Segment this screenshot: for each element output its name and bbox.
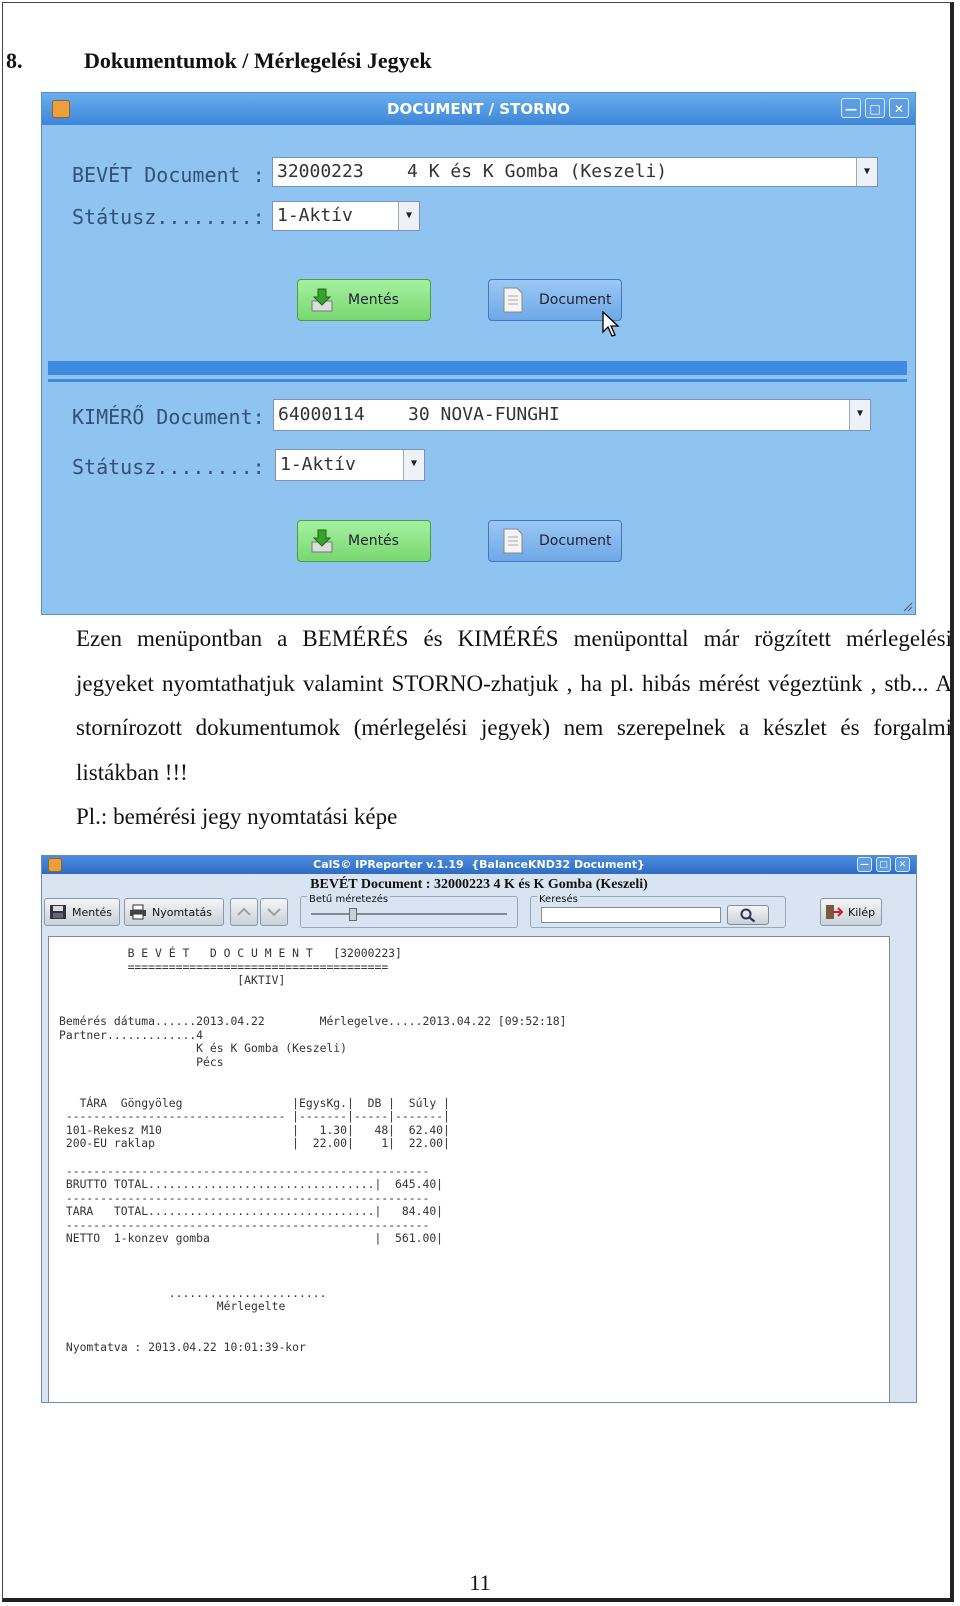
exit-door-icon [825,904,843,920]
save-download-icon [310,528,334,554]
bevet-status-value: 1-Aktív [277,205,353,226]
section-separator-line [48,379,907,382]
font-size-group [300,896,518,928]
close-button[interactable]: ✕ [889,98,909,118]
chevron-down-icon[interactable]: ▼ [849,400,870,430]
print-button[interactable] [124,898,224,926]
reporter-save-button[interactable] [44,898,120,926]
storno-titlebar [42,93,915,125]
chevron-down-icon[interactable]: ▼ [398,202,419,230]
bevet-document-select[interactable] [272,157,878,187]
save-download-icon [310,287,334,313]
bevet-save-button[interactable] [297,279,431,321]
maximize-button[interactable]: □ [876,857,891,872]
close-button[interactable]: ✕ [895,857,910,872]
print-label: Nyomtatás [152,905,213,919]
chevron-down-icon [266,904,282,920]
kimero-document-button-label: Document [539,533,612,549]
chevron-down-icon[interactable]: ▼ [856,158,877,186]
search-icon [740,908,756,923]
reporter-save-label: Mentés [72,905,113,919]
section-separator [48,361,907,375]
storno-window [41,92,916,615]
bevet-document-value: 32000223 4 K és K Gomba (Keszeli) [277,161,668,182]
font-size-caption: Betű méretezés [309,894,389,905]
chevron-up-icon [236,904,252,920]
app-icon [48,858,62,872]
app-icon [52,100,70,118]
reporter-titlebar [42,856,916,874]
reporter-window-title: CalS© IPReporter v.1.19 {BalanceKND32 Document} [313,858,645,871]
expand-down-button[interactable] [260,898,288,926]
search-button[interactable] [727,905,769,925]
kimero-status-select[interactable] [275,449,425,481]
bevet-document-button-label: Document [539,292,612,308]
example-caption: Pl.: bemérési jegy nyomtatási képe [76,804,398,829]
floppy-disk-icon [49,904,67,920]
kimero-document-label: KIMÉRŐ Document: [72,405,265,429]
section-heading [6,48,432,74]
description-paragraph [76,617,952,840]
report-text: B E V É T D O C U M E N T [32000223] ====================================== [AKTIV] Bemérés dátuma......2013.04.22 Mérlegelve.....2013.04.22 [09:52:18] Partner.............4 K és K Gomba (Keszeli) Pécs TÁRA Göngyöleg |EgysKg.| DB | Súly | -------------------------------- |-------|-----|-------| 101-Rekesz M10 | 1.30| 48| 62.40| 200-EU raklap | 22.00| 1| 22.00| ----------------------------------------------------- BRUTTO TOTAL.................................| 645.40| ----------------------------------------------------- TARA TOTAL.................................| 84.40| ----------------------------------------------------- NETTO 1-konzev gomba | 561.00| ....................... Mérlegelte Nyomtatva : 2013.04.22 10:01:39-kor [59,946,567,1355]
kimero-document-select[interactable] [273,399,871,431]
section-number: 8. [6,48,23,73]
bevet-document-label: BEVÉT Document : [72,163,265,187]
chevron-down-icon[interactable]: ▼ [403,450,424,480]
bevet-status-label: Státusz........: [72,205,265,229]
report-preview [48,936,890,1403]
resize-grip-icon[interactable] [901,600,913,612]
page-number: 11 [469,1570,491,1595]
exit-label: Kilép [848,905,876,919]
kimero-save-label: Mentés [348,533,399,549]
kimero-status-value: 1-Aktív [280,454,356,475]
description-text: Ezen menüpontban a BEMÉRÉS és KIMÉRÉS menüponttal már rögzített mérlegelési jegyeket nyomtathatjuk valamint STORNO-zhatjuk , ha pl. hibás mérést végeztünk , stb... A stornírozott dokumentumok (mérlegelési jegyek) nem szerepelnek a készlet és forgalmi listákban !!! [76,626,952,785]
reporter-toolbar [42,896,916,932]
search-caption: Keresés [539,894,578,905]
kimero-save-button[interactable] [297,520,431,562]
kimero-status-label: Státusz........: [72,455,265,479]
reporter-window [41,855,917,1403]
document-icon [501,528,525,554]
search-input[interactable] [541,907,721,923]
report-document-title: BEVÉT Document : 32000223 4 K és K Gomba (Keszeli) [310,877,648,892]
search-group [530,896,786,928]
kimero-document-button[interactable] [488,520,622,562]
bevet-status-select[interactable] [272,201,420,231]
collapse-up-button[interactable] [230,898,258,926]
document-icon [501,287,525,313]
exit-button[interactable] [820,898,882,926]
bevet-save-label: Mentés [348,292,399,308]
kimero-document-value: 64000114 30 NOVA-FUNGHI [278,404,560,425]
font-size-slider-track[interactable] [311,913,507,915]
font-size-slider-handle[interactable] [349,908,357,921]
minimize-button[interactable]: — [857,857,872,872]
maximize-button[interactable]: □ [865,98,885,118]
section-title: Dokumentumok / Mérlegelési Jegyek [84,48,432,73]
mouse-cursor-icon [602,311,620,337]
printer-icon [129,904,147,920]
minimize-button[interactable]: — [841,98,861,118]
storno-window-title: DOCUMENT / STORNO [387,100,570,118]
